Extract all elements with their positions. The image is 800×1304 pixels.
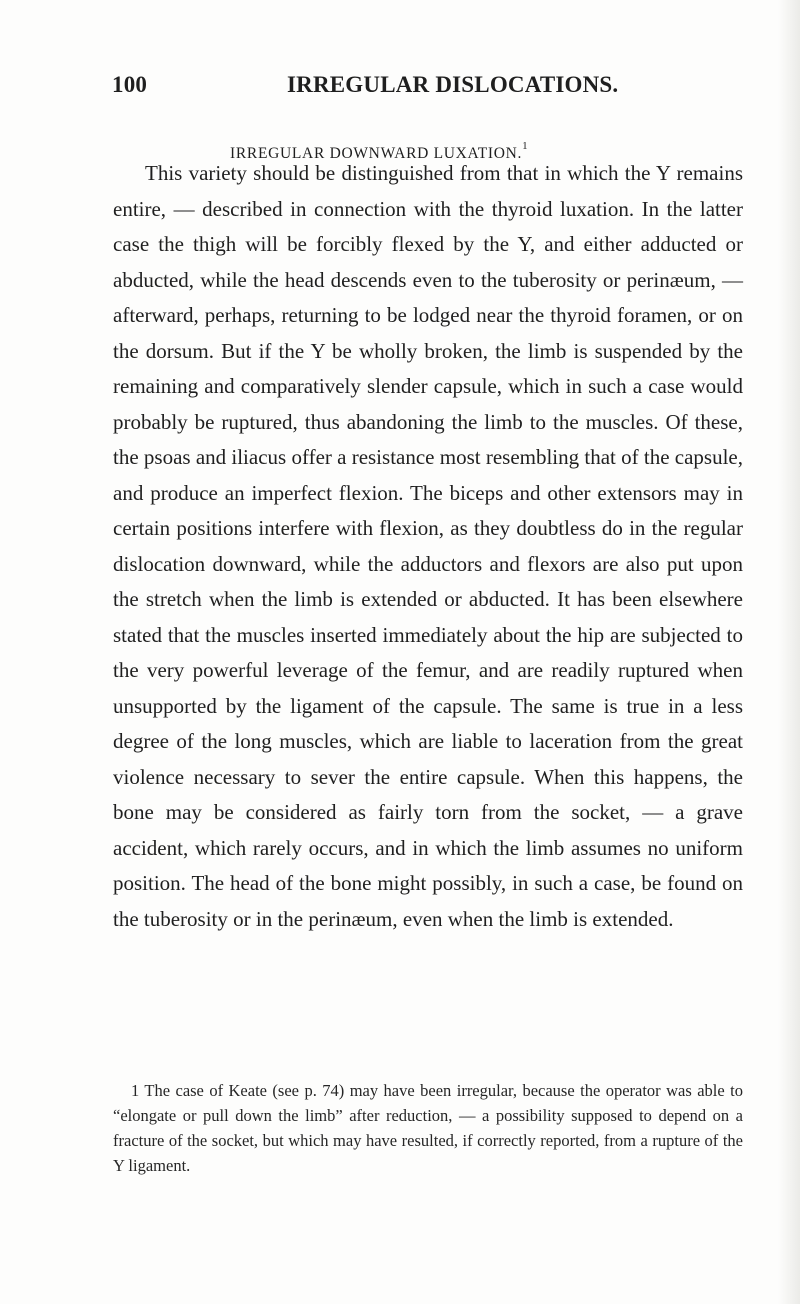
page-edge-shadow	[778, 0, 800, 1304]
page-number: 100	[112, 72, 148, 97]
running-title: IRREGULAR DISLOCATIONS.	[287, 72, 619, 97]
footnote-reference: 1	[522, 140, 529, 152]
footnote: 1 The case of Keate (see p. 74) may have been irregular, because the operator was able to “elongate or pull down the limb” after reduction, — a possibility supposed to depend on a fracture of the socket, but which may have resulted, if correctly reported, from a rupture of the Y ligament.	[113, 1081, 743, 1175]
body-paragraph: This variety should be distinguished from that in which the Y remains entire, — described in connection with the thyroid luxation. In the latter case the thigh will be forcibly flexed by the Y, and either adducted or abducted, while the head descends even to the tuberosity or perinæum, — afterward, perhaps, returning to be lodged near the thyroid foramen, or on the dorsum. But if the Y be wholly broken, the limb is suspended by the remaining and comparatively slender capsule, which in such a case would probably be ruptured, thus abandoning the limb to the muscles. Of these, the psoas and iliacus offer a resistance most resembling that of the capsule, and produce an imperfect flexion. The biceps and other extensors may in certain positions interfere with flexion, as they doubtless do in the regular dislocation downward, while the adductors and flexors are also put upon the stretch when the limb is extended or abducted. It has been elsewhere stated that the muscles inserted immediately about the hip are subjected to the very powerful leverage of the femur, and are readily ruptured when unsupported by the ligament of the capsule. The same is true in a less degree of the long muscles, which are liable to laceration from the great violence necessary to sever the entire capsule. When this happens, the bone may be considered as fairly torn from the socket, — a grave accident, which rarely occurs, and in which the limb assumes no uniform position. The head of the bone might possibly, in such a case, be found on the tuberosity or in the perinæum, even when the limb is extended.	[113, 161, 743, 931]
section-title-text: IRREGULAR DOWNWARD LUXATION.	[230, 145, 523, 162]
running-head	[112, 72, 682, 102]
